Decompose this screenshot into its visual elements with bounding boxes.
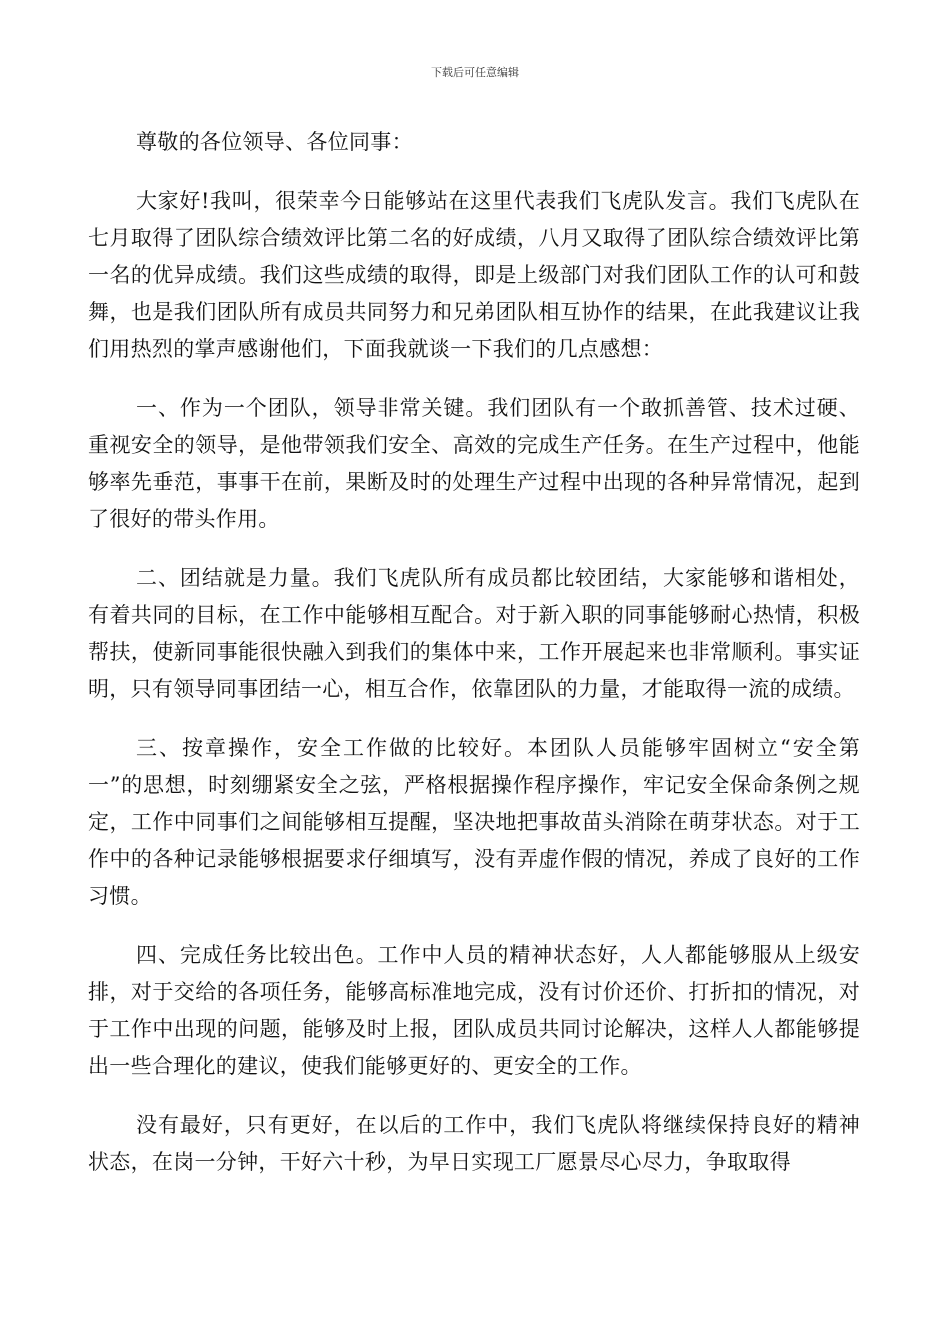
page-header-note: 下载后可任意编辑 bbox=[431, 66, 519, 79]
paragraph-point-4: 四、完成任务比较出色。工作中人员的精神状态好，人人都能够服从上级安排，对于交给的各项任务，能够高标准地完成，没有讨价还价、打折扣的情况，对于工作中出现的问题，能够及时上报，团队成员共同讨论解决，这样人人都能够提出一些合理化的建议，使我们能够更好的、更安全的工作。 bbox=[88, 943, 860, 1078]
paragraph-point-2: 二、团结就是力量。我们飞虎队所有成员都比较团结，大家能够和谐相处，有着共同的目标，在工作中能够相互配合。对于新入职的同事能够耐心热情，积极帮扶，使新同事能很快融入到我们的集体中来，工作开展起来也非常顺利。事实证明，只有领导同事团结一心，相互合作，依靠团队的力量，才能取得一流的成绩。 bbox=[88, 566, 860, 701]
paragraph-point-1: 一、作为一个团队，领导非常关键。我们团队有一个敢抓善管、技术过硬、重视安全的领导，是他带领我们安全、高效的完成生产任务。在生产过程中，他能够率先垂范，事事干在前，果断及时的处理生产过程中出现的各种异常情况，起到了很好的带头作用。 bbox=[88, 396, 860, 531]
paragraph-closing: 没有最好，只有更好，在以后的工作中，我们飞虎队将继续保持良好的精神状态，在岗一分钟，干好六十秒，为早日实现工厂愿景尽心尽力，争取取得 bbox=[88, 1113, 860, 1174]
paragraph-point-3: 三、按章操作，安全工作做的比较好。本团队人员能够牢固树立“安全第一”的思想，时刻绷紧安全之弦，严格根据操作程序操作，牢记安全保命条例之规定，工作中同事们之间能够相互提醒，坚决地把事故苗头消除在萌芽状态。对于工作中的各种记录能够根据要求仔细填写，没有弄虚作假的情况，养成了良好的工作习惯。 bbox=[88, 736, 860, 908]
speech-body bbox=[88, 124, 860, 1203]
paragraph-intro: 大家好!我叫，很荣幸今日能够站在这里代表我们飞虎队发言。我们飞虎队在七月取得了团队综合绩效评比第二名的好成绩，八月又取得了团队综合绩效评比第一名的优异成绩。我们这些成绩的取得，即是上级部门对我们团队工作的认可和鼓舞，也是我们团队所有成员共同努力和兄弟团队相互协作的结果，在此我建议让我们用热烈的掌声感谢他们，下面我就谈一下我们的几点感想： bbox=[88, 189, 860, 361]
salutation: 尊敬的各位领导、各位同事： bbox=[136, 130, 413, 154]
